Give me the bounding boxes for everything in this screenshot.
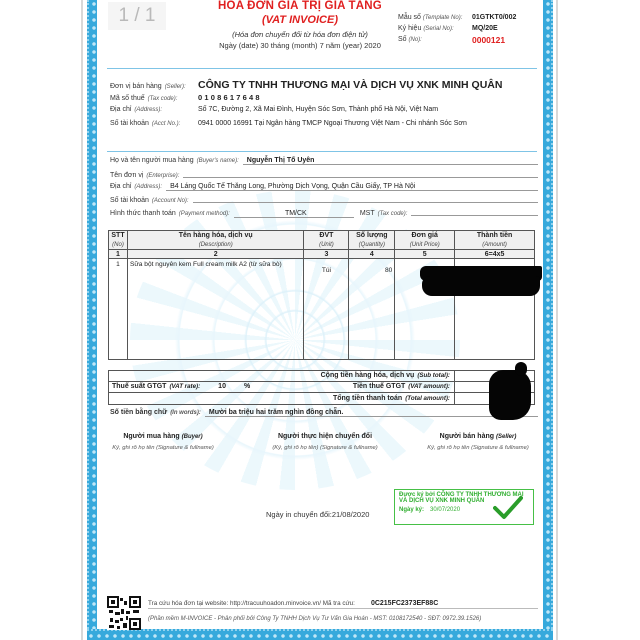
invoice-subtitle: (VAT INVOICE) (262, 14, 338, 26)
vat-row: Thuế suất GTGT (VAT rate): 10 % Tiền thuế GTGT (VAT amount): (108, 382, 535, 394)
lookup-code: 0C215FC2373EF88C (370, 600, 439, 607)
seller-address-row: Địa chỉ (Address): Số 7C, Đường 2, Xã Mai Đình, Huyện Sóc Sơn, Thành phố Hà Nội, Việt Nam (110, 106, 439, 113)
buyer-address-row: Địa chỉ (Address): B4 Láng Quốc Tế Thăng Long, Phường Dịch Vọng, Quận Cầu Giấy, TP Hà Nội (110, 182, 538, 195)
invoice-meta (398, 12, 538, 45)
seller-account-row: Số tài khoản (Acct No.): 0941 0000 16991 Tại Ngân hàng TMCP Ngoại Thương Việt Nam - Chi nhánh Sóc Sơn (110, 119, 467, 127)
invoice-title: HÓA ĐƠN GIÁ TRỊ GIA TĂNG (218, 0, 382, 12)
col-header-unit: ĐVT (Unit) (304, 231, 349, 250)
meta-invoice-no: Số (No): 0000121 (398, 34, 506, 45)
redaction-mark (489, 370, 531, 420)
redaction-mark (515, 362, 527, 376)
digital-signature-stamp: Được ký bởi CÔNG TY TNHH THƯƠNG MẠI VÀ DỊCH VỤ XNK MINH QUÂN Ngày ký: 30/07/2020 (394, 489, 534, 525)
invoice-title-block (200, 0, 400, 50)
print-conversion-date: Ngày in chuyển đổi:21/08/2020 (266, 510, 370, 519)
amount-in-words-row: Số tiền bằng chữ (In words): Mười ba triệu hai trăm nghìn đồng chẵn. (110, 408, 538, 417)
col-header-no: STT (No) (109, 231, 128, 250)
row-no: 1 (109, 259, 128, 360)
invoice-no-value: 0000121 (472, 34, 506, 45)
vat-rate-value: 10 (218, 383, 226, 391)
seller-account: 0941 0000 16991 Tại Ngân hàng TMCP Ngoại Thương Việt Nam - Chi nhánh Sóc Sơn (198, 119, 467, 127)
seller-tax-code: 0108617648 (198, 92, 262, 102)
footer (148, 600, 538, 622)
row-description: Sữa bột nguyên kem Full cream milk A2 (từ sữa bò) (127, 259, 303, 360)
seller-tax-row: Mã số thuế (Tax code): 0108617648 (110, 92, 262, 102)
ornamental-frame-bottom (87, 629, 553, 640)
seller-divider (107, 151, 537, 152)
page-edge-left (81, 0, 83, 640)
col-header-quantity: Số lượng (Quantity) (349, 231, 395, 250)
buyer-signature: Người mua hàng (Buyer) Ký, ghi rõ họ tên (Signature & fullname) (112, 433, 214, 451)
page-edge-right (556, 0, 558, 640)
totals-section (108, 370, 535, 405)
converter-signature: Người thực hiện chuyển đổi (Ký, ghi rõ họ tên) (Signature & fullname) (272, 433, 378, 451)
buyer-payment-row: Hình thức thanh toán (Payment method): TM/CK MST (Tax code): (110, 207, 538, 220)
serial-no-value: MQ/20E (472, 25, 498, 32)
amount-in-words: Mười ba triệu hai trăm nghìn đồng chẵn. (208, 409, 344, 416)
buyer-account-row: Số tài khoản (Account No): (110, 194, 538, 207)
invoice-date: Ngày (date) 30 tháng (month) 7 năm (year) 2020 (219, 41, 381, 50)
template-no-value: 01GTKT0/002 (472, 14, 517, 21)
meta-template-no: Mẫu số (Template No): 01GTKT0/002 (398, 14, 517, 21)
seller-address: Số 7C, Đường 2, Xã Mai Đình, Huyện Sóc Sơn, Thành phố Hà Nội, Việt Nam (198, 106, 439, 113)
subtotal-row: Cộng tiền hàng hóa, dịch vụ (Sub total): (108, 370, 535, 382)
table-header-row (109, 231, 535, 250)
lookup-website-text: Tra cứu hóa đơn tại website: http://tracuuhoadon.minvoice.vn/ Mã tra cứu: (148, 600, 355, 607)
checkmark-icon (493, 496, 523, 520)
seller-name-row: Đơn vị bán hàng (Seller): CÔNG TY TNHH THƯƠNG MẠI VÀ DỊCH VỤ XNK MINH QUÂN (110, 79, 503, 91)
qr-code-icon[interactable] (107, 596, 141, 630)
page-indicator: 1 / 1 (108, 2, 166, 30)
buyer-address: B4 Láng Quốc Tế Thăng Long, Phường Dịch Vọng, Quận Cầu Giấy, TP Hà Nội (170, 182, 416, 190)
header-divider (107, 68, 537, 69)
signed-date: 30/07/2020 (430, 507, 461, 513)
col-header-amount: Thành tiền (Amount) (455, 231, 535, 250)
vat-rate: Thuế suất GTGT (VAT rate): 10 % (112, 383, 251, 391)
row-unit: Túi (304, 259, 349, 360)
buyer-enterprise-row: Tên đơn vị (Enterprise): (110, 169, 538, 182)
invoice-note: (Hóa đơn chuyển đổi từ hóa đơn điện tử) (232, 30, 368, 39)
seller-section (110, 79, 538, 133)
total-row: Tổng tiền thanh toán (Total amount): (108, 393, 535, 405)
buyer-section (110, 156, 538, 220)
signed-by-text: Được ký bởi CÔNG TY TNHH THƯƠNG MẠI VÀ DỊCH VỤ XNK MINH QUÂN (399, 492, 524, 504)
ornamental-frame-right (543, 0, 553, 640)
col-header-description: Tên hàng hóa, dịch vụ (Description) (127, 231, 303, 250)
row-quantity: 80 (349, 259, 395, 360)
column-number-row: 1 2 3 4 5 6=4x5 (109, 250, 535, 259)
buyer-name-row: Họ và tên người mua hàng (Buyer's name): Nguyễn Thị Tố Uyên (110, 156, 538, 169)
buyer-name: Nguyễn Thị Tố Uyên (246, 157, 315, 164)
col-header-unit-price: Đơn giá (Unit Price) (395, 231, 455, 250)
seller-name: CÔNG TY TNHH THƯƠNG MẠI VÀ DỊCH VỤ XNK MINH QUÂN (198, 79, 503, 91)
meta-serial-no: Ký hiệu (Serial No): MQ/20E (398, 25, 498, 32)
software-credit: (Phần mềm M-INVOICE - Phân phối bởi Công Ty TNHH Dịch Vụ Tư Vấn Gia Hoán - MST: 0108172540 - SĐT: 0972.39.1526) (148, 616, 482, 622)
ornamental-frame-left (87, 0, 97, 640)
seller-signature: Người bán hàng (Seller) Ký, ghi rõ họ tên (Signature & fullname) (427, 433, 529, 451)
redaction-mark (422, 276, 540, 296)
payment-method: TM/CK (284, 210, 307, 218)
